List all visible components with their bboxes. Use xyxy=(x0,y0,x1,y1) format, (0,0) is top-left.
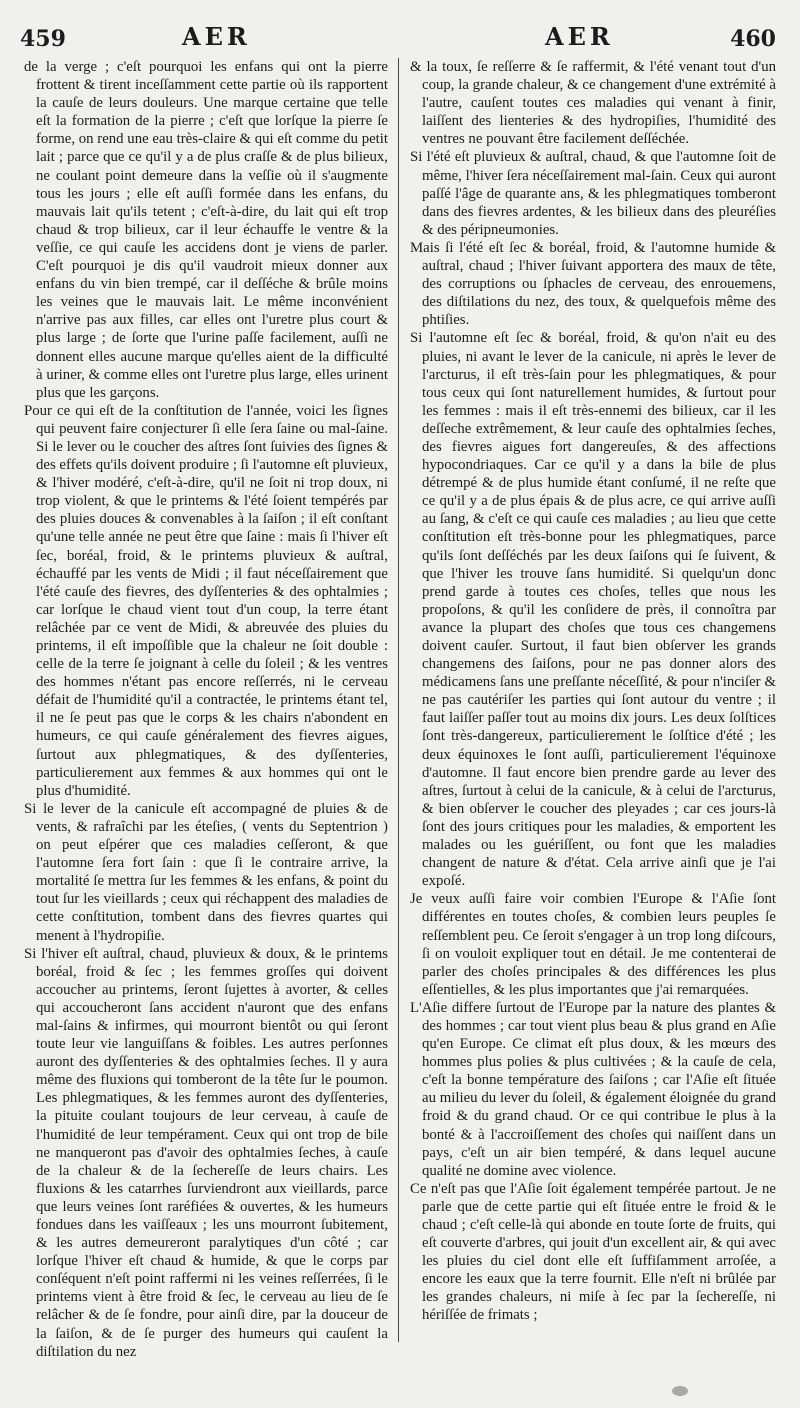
paragraph: Si l'été eſt pluvieux & auſtral, chaud, & que l'automne ſoit de même, l'hiver ſera néceſſairement mal-ſain. Ceux qui auront paſſé l'âge de quarante ans, & les phlegmatiques tomberont dans des fievres ardentes, & les bilieux dans des pleuréſies & des péripneumonies. xyxy=(410,149,776,238)
right-text-column xyxy=(410,58,776,1325)
paragraph: de la verge ; c'eſt pourquoi les enfans qui ont la pierre frottent & tirent inceſſamment cette partie où ils rapportent la cauſe de leurs douleurs. Une marque certaine que telle eſt la formation de la pierre ; c'eſt que lorſque la pierre ſe forme, on rend une eau très-claire & qui eſt comme du petit lait ; parce que ce qu'il y a de plus craſſe & de plus bilieux, ne coulant point demeure dans la veſſie où il s'augmente tous les jours ; elle eſt auſſi formée dans les enfans, du mauvais lait qu'ils tetent ; c'eſt-à-dire, du lait qui eſt trop chaud & trop bilieux, car il leur échauffe le ventre & la veſſie, ce qui cauſe les accidens dont je viens de parler. C'eſt pourquoi je dis qu'il vaudroit mieux donner aux enfans du vin bien trempé, car il deſſéche & brûle moins les veines que le mauvais lait. Le même inconvénient n'arrive pas aux filles, car elles ont l'uretre plus court & plus large ; de ſorte que l'urine paſſe facilement, auſſi ne donnent elles aucune marque qu'elles aient de la difficulté à uriner, & comme elles ont l'uretre plus large, elles urinent plus que les garçons. xyxy=(24,59,388,401)
ink-blot xyxy=(672,1386,688,1396)
left-page-number: 459 xyxy=(20,26,66,52)
paragraph: Ce n'eſt pas que l'Aſie ſoit également tempérée partout. Je ne parle que de cette partie qui eſt ſituée entre le froid & le chaud ; c'eſt celle-là qui abonde en toute ſorte de fruits, qui eſt couverte d'arbres, qui jouit d'un excellent air, & qui avec les pluies du ciel dont elle eſt ſuffiſamment arroſée, a encore les eaux que la terre fournit. Elle n'eſt ni brûlée par les grandes chaleurs, ni miſe à ſec par la ſechereſſe, ni hériſſée de frimats ; xyxy=(410,1180,776,1324)
paragraph: Pour ce qui eſt de la conſtitution de l'année, voici les ſignes qui peuvent faire conjecturer ſi elle ſera ſaine ou mal-ſaine. Si le lever ou le coucher des aſtres ſont ſuivies des ſignes & des effets qu'ils doivent produire ; ſi l'automne eſt pluvieux, & l'hiver modéré, c'eſt-à-dire, qu'il ne ſoit ni trop doux, ni trop violent, & que le printems & l'été ſoient tempérés par des pluies douces & convenables à la ſaiſon ; il eſt conſtant qu'une telle année ne peut être que ſaine : mais ſi l'hiver eſt ſec, boréal, froid, & le printems pluvieux & auſtral, échauffé par les vents de Midi ; il faut néceſſairement que l'été cauſe des fievres, des dyſſenteries & des ophtalmies ; car lorſque le chaud vient tout d'un coup, la terre étant relâchée par ce vent de Midi, & abreuvée des pluies du printems, il eſt impoſſible que la chaleur ne ſoit double : celle de la terre ſe joignant à celle du ſoleil ; & les ventres des hommes n'étant pas encore reſſerrés, ni le cerveau défait de l'humidité qu'il a contractée, le printems étant tel, il ne ſe peut pas que le corps & les chairs n'abondent en humeurs, ce qui cauſe généralement des fievres aigues, ſurtout aux phlegmatiques, & des dyſſenteries, particulierement aux femmes & aux hommes qui ont le plus d'humidité. xyxy=(24,402,388,799)
left-text-column xyxy=(24,58,388,1361)
paragraph: & la toux, ſe reſſerre & ſe raffermit, & l'été venant tout d'un coup, la grande chaleur, & ce changement d'une extrémité à l'autre, cauſent toutes ces maladies qui venant à finir, laiſſent des lienteries & des hydropiſies, l'humidité des ventres ne pouvant être facilement deſſéchée. xyxy=(410,59,776,148)
right-running-title: AER xyxy=(545,22,614,51)
paragraph: Mais ſi l'été eſt ſec & boréal, froid, & l'automne humide & auſtral, chaud ; l'hiver ſuivant apportera des maux de tête, des corruptions ou ſphacles de cerveau, des enrouemens, des diſtilations du nez, des toux, & quelquefois même des phtiſies. xyxy=(410,239,776,329)
page-header xyxy=(0,16,800,56)
paragraph: Si le lever de la canicule eſt accompagné de pluies & de vents, & rafraîchi par les éteſies, ( vents du Septentrion ) on peut eſpérer que ces maladies ceſſeront, & que l'automne ſera fort ſain : que ſi le contraire arrive, la mortalité ſe mettra ſur les femmes & les enfans, & point du tout ſur les vieillards ; ceux qui réchappent des maladies de cette conſtitution, tombent dans des fievres quartes qui menent à l'hydropiſie. xyxy=(24,800,388,944)
paragraph: Je veux auſſi faire voir combien l'Europe & l'Aſie ſont différentes en toutes choſes, & combien leurs peuples ſe reſſemblent peu. Ce ſeroit s'engager à un trop long diſcours, ſi on vouloit expliquer tout en détail. Je me contenterai de parler des choſes principales & des différences les plus eſſentielles, & les plus importantes que j'ai remarquées. xyxy=(410,891,776,998)
paragraph: Si l'automne eſt ſec & boréal, froid, & qu'on n'ait eu des pluies, ni avant le lever de la canicule, ni après le lever de l'arcturus, il eſt très-ſain pour les phlegmatiques, & pour tous ceux qui ſont naturellement humides, & ſurtout pour les femmes : mais il eſt très-ennemi des bilieux, car il les deſſeche extrêmement, & leur cauſe des ophtalmies ſeches, des fievres aigues fort dangereuſes, & des affections hypocondriaques. Car ce qu'il y a dans la bile de plus détrempé & de plus humide étant conſumé, il ne reſte que ce qu'il y a de plus épais & de plus acre, ce qui arrive auſſi au ſang, & c'eſt ce qui cauſe ces maladies ; au lieu que cette conſtitution eſt très-bonne pour les phlegmatiques, parce qu'ils ſont deſſéchés par les deux ſaiſons qui ſe ſuivent, & que l'hiver les trouve ſans humidité. Si quelqu'un donc prend garde à toutes ces choſes, telles que nous les propoſons, & qu'il les conſidere de près, il connoîtra par avance la plupart des choſes que tous ces changemens doivent cauſer. Surtout, il faut bien obſerver les grands changemens des ſaiſons, pour ne pas donner alors des médicamens ſans une preſſante néceſſité, & pour n'inciſer & ne pas cautériſer les parties qui ſont autour du ventre ; il faut laiſſer paſſer tout au moins dix jours. Les deux ſolſtices ſont très-dangereux, particulierement le ſolſtice d'été ; les deux équinoxes le ſont auſſi, particulierement l'équinoxe d'automne. Il faut encore bien prendre garde au lever des aſtres, ſurtout à celui de la canicule, & à celui de l'arcturus, & bien obſerver le coucher des pleyades ; car ces jours-là ſont des jours critiques pour les maladies, & emportent les malades ou les guériſſent, ou font que les maladies changent de nature & d'état. Cela arrive ainſi que je l'ai expoſé. xyxy=(410,330,776,890)
column-divider xyxy=(398,58,399,1342)
paragraph: L'Aſie differe ſurtout de l'Europe par la nature des plantes & des hommes ; car tout vient plus beau & plus grand en Aſie qu'en Europe. Ce climat eſt plus doux, & les mœurs des hommes plus polies & plus cultivées ; & la cauſe de cela, c'eſt la bonne température des ſaiſons ; car l'Aſie eſt ſituée au milieu du lever du ſoleil, & également éloignée du grand froid & du grand chaud. Or ce qui contribue le plus à la bonté & à l'accroiſſement des choſes qui naiſſent dans un pays, c'eſt un air bien tempéré, & dans lequel aucune qualité ne domine avec violence. xyxy=(410,999,776,1179)
paragraph: Si l'hiver eſt auſtral, chaud, pluvieux & doux, & le printems boréal, froid & ſec ; les femmes groſſes qui doivent accoucher au printems, ſeront ſujettes à avorter, & celles qui accoucheront ſans accident n'auront que des enfans mal-ſains & infirmes, qui mourront bientôt ou qui ſeront toute leur vie languiſſans & foibles. Les autres perſonnes auront des dyſſenteries & des ophtalmies ſeches. Il y aura même des fluxions qui tomberont de la tête ſur le poumon. Les phlegmatiques, & les femmes auront des dyſſenteries, la pituite coulant toujours de leur cerveau, à cauſe de l'humidité de leur tempérament. Ceux qui ont trop de bile ne manqueront pas d'avoir des ophtalmies ſeches, à cauſe de la chaleur & de la ſechereſſe de leurs chairs. Les fluxions & les catarrhes ſurviendront aux vieillards, parce que leurs veines ſont raréfiées & ouvertes, & les humeurs fondues dans les vaiſſeaux ; les uns mourront ſubitement, & les autres demeureront paralytiques d'un côté ; car lorſque l'hiver eſt chaud & humide, & que le corps par conſéquent n'eſt point raffermi ni les veines reſſerrées, ſi le printems vient à être froid & ſec, le cerveau au lieu de ſe relâcher & de ſe fondre, pour ainſi dire, par la douceur de la ſaiſon, & de ſe purger des humeurs qui cauſent la diſtilation du nez xyxy=(24,945,388,1360)
left-running-title: AER xyxy=(182,22,251,51)
right-page-number: 460 xyxy=(730,26,776,52)
